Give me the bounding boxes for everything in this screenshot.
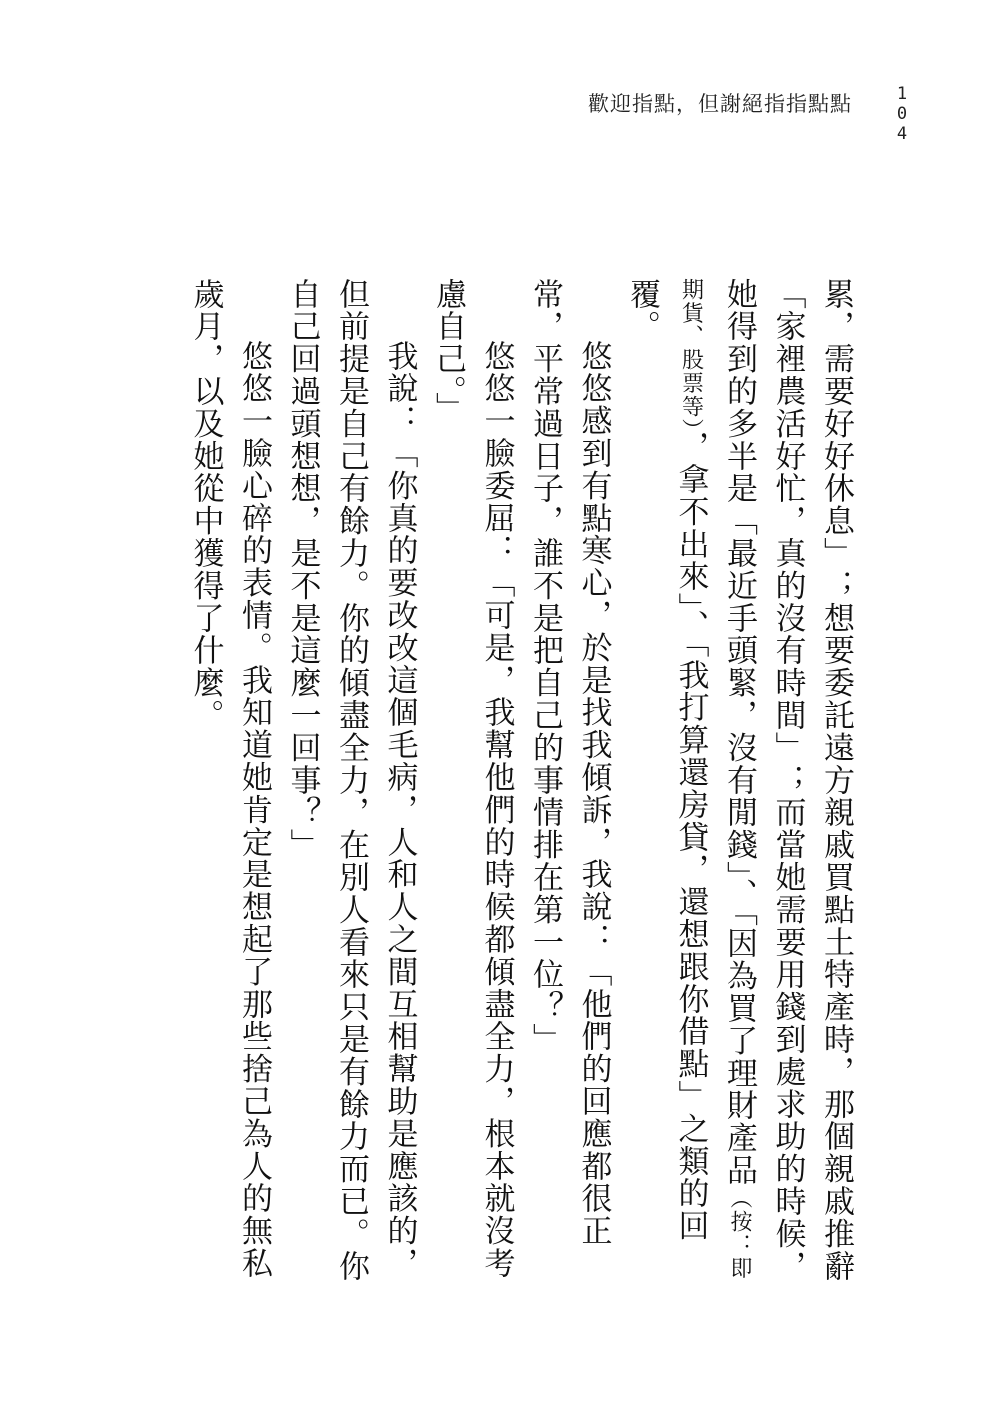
- paragraph-4: 我說：「你真的要改改這個毛病，人和人之間互相幫助是應該的，但前提是自己有餘力。你的傾盡全力，在別人看來只是有餘力而已。你自己回過頭想想，是不是這麼一回事？」: [284, 278, 418, 1283]
- paragraph-1-note: （按：即期貨、股票等）: [678, 278, 752, 1281]
- paragraph-3: 悠悠一臉委屈：「可是，我幫他們的時候都傾盡全力，根本就沒考慮自己。」: [430, 278, 515, 1280]
- paragraph-1-text: 累，需要好好休息」；想要委託遠方親戚買點土特產時，那個親戚推辭「家裡農活好忙，真的沒有時間」；而當她需要用錢到處求助的時候，她得到的多半是「最近手頭緊，沒有閒錢」、「因為買了理財產品: [721, 278, 854, 1283]
- running-header-title: 歡迎指點，但謝絕指指點點: [588, 92, 852, 116]
- paragraph-5: 悠悠一臉心碎的表情。我知道她肯定是想起了那些捨己為人的無私歲月，以及她從中獲得了什麼。: [187, 278, 272, 1280]
- paragraph-1-text-after: ，拿不出來」、「我打算還房貸，還想跟你借點」之類的回覆。: [624, 278, 709, 1243]
- page-number: 104: [892, 84, 912, 144]
- paragraph-2: 悠悠感到有點寒心，於是找我傾訴，我說：「他們的回應都很正常，平常過日子，誰不是把自己的事情排在第一位？」: [527, 278, 612, 1248]
- paragraph-1: [618, 278, 861, 1298]
- body-text: [181, 278, 860, 1298]
